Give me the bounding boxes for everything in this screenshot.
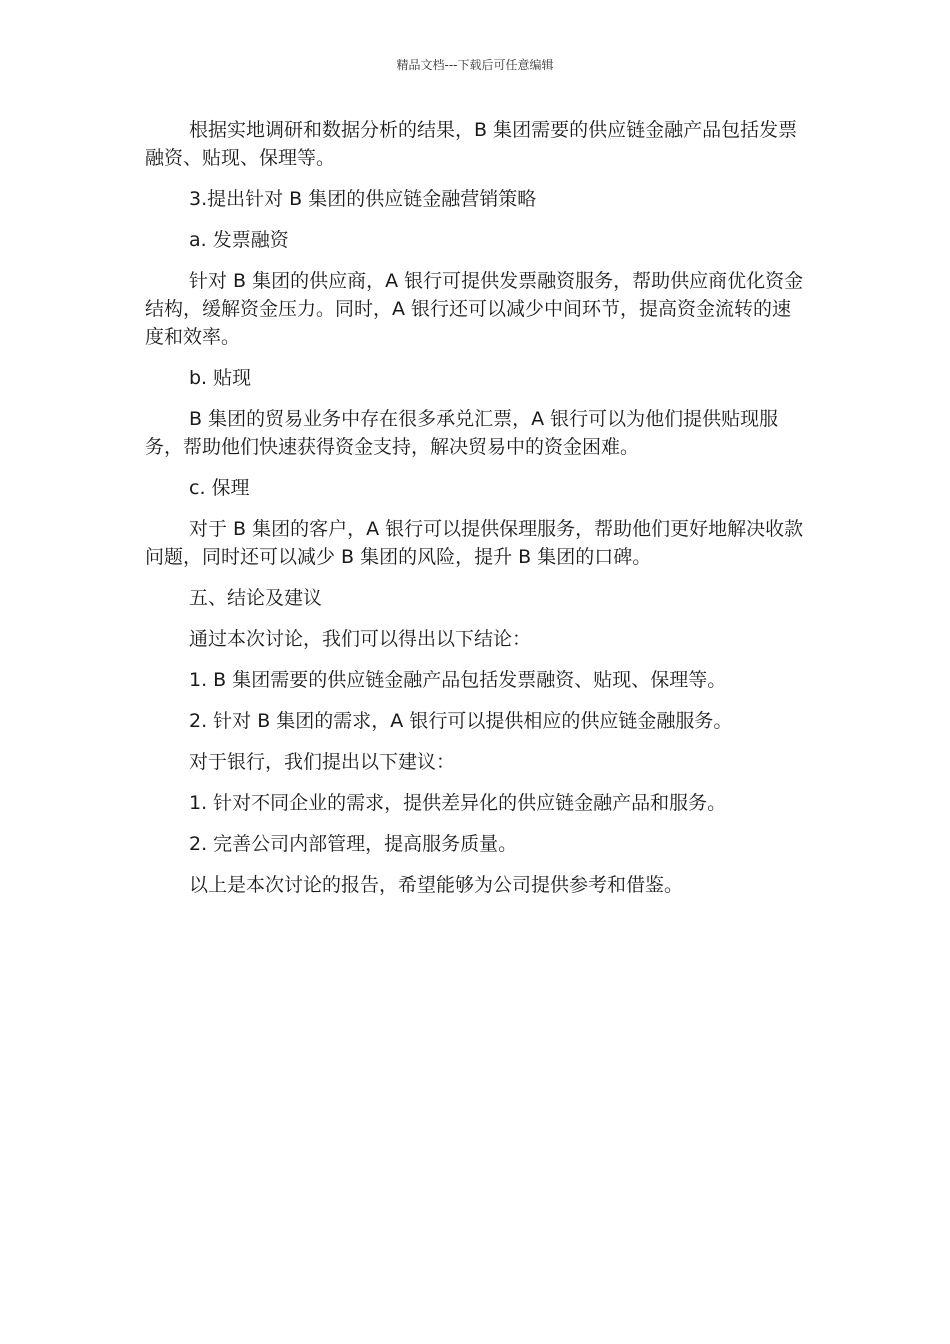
paragraph-invoice-financing: 针对 B 集团的供应商，A 银行可提供发票融资服务，帮助供应商优化资金结构，缓解资金压力。同时，A 银行还可以减少中间环节，提高资金流转的速度和效率。 bbox=[145, 270, 804, 348]
paragraph-conclusion-intro: 通过本次讨论，我们可以得出以下结论： bbox=[189, 628, 532, 650]
paragraph-discount: B 集团的贸易业务中存在很多承兑汇票，A 银行可以为他们提供贴现服务，帮助他们快速获得资金支持，解决贸易中的资金困难。 bbox=[145, 408, 779, 458]
section-heading-conclusion: 五、结论及建议 bbox=[189, 587, 323, 609]
list-item-conclusion-2: 2. 针对 B 集团的需求，A 银行可以提供相应的供应链金融服务。 bbox=[189, 710, 733, 732]
paragraph-product-summary: 根据实地调研和数据分析的结果，B 集团需要的供应链金融产品包括发票融资、贴现、保理等。 bbox=[145, 119, 798, 169]
subheading-discount: b. 贴现 bbox=[189, 367, 252, 389]
list-item-conclusion-1: 1. B 集团需要的供应链金融产品包括发票融资、贴现、保理等。 bbox=[189, 669, 727, 691]
section-heading-strategy: 3.提出针对 B 集团的供应链金融营销策略 bbox=[189, 188, 537, 210]
page-header: 精品文档---下载后可任意编辑 bbox=[396, 58, 554, 72]
paragraph-factoring: 对于 B 集团的客户，A 银行可以提供保理服务，帮助他们更好地解决收款问题，同时还可以减少 B 集团的风险，提升 B 集团的口碑。 bbox=[145, 518, 804, 568]
paragraph-closing: 以上是本次讨论的报告，希望能够为公司提供参考和借鉴。 bbox=[189, 874, 684, 896]
subheading-invoice-financing: a. 发票融资 bbox=[189, 229, 289, 251]
document-body bbox=[145, 116, 810, 912]
list-item-suggestion-2: 2. 完善公司内部管理，提高服务质量。 bbox=[189, 833, 518, 855]
subheading-factoring: c. 保理 bbox=[189, 477, 250, 499]
list-item-suggestion-1: 1. 针对不同企业的需求，提供差异化的供应链金融产品和服务。 bbox=[189, 792, 727, 814]
paragraph-suggestion-intro: 对于银行，我们提出以下建议： bbox=[189, 751, 456, 773]
